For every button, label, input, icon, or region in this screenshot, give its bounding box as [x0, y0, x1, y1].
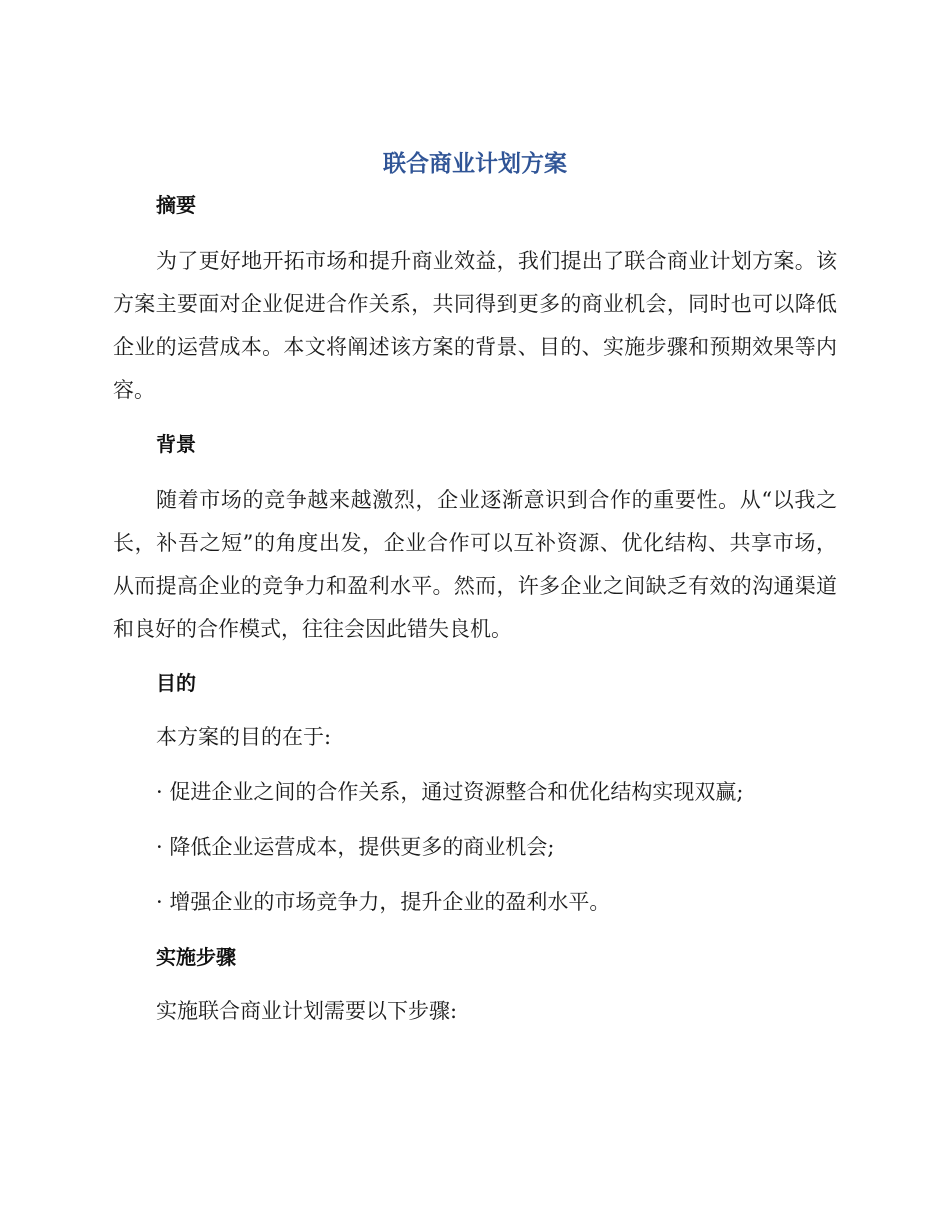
- implementation-heading: 实施步骤: [156, 945, 236, 969]
- summary-paragraph: 为了更好地开拓市场和提升商业效益，我们提出了联合商业计划方案。该方案主要面对企业促进合作关系，共同得到更多的商业机会，同时也可以降低企业的运营成本。本文将阐述该方案的背景、目的、实施步骤和预期效果等内容。: [113, 249, 837, 402]
- purpose-heading: 目的: [156, 671, 196, 695]
- implementation-intro: 实施联合商业计划需要以下步骤:: [156, 999, 458, 1023]
- summary-heading: 摘要: [156, 193, 196, 217]
- background-heading: 背景: [156, 432, 196, 456]
- background-paragraph: 随着市场的竞争越来越激烈，企业逐渐意识到合作的重要性。从“以我之长，补吾之短”的角度出发，企业合作可以互补资源、优化结构、共享市场，从而提高企业的竞争力和盈利水平。然而，许多企业之间缺乏有效的沟通渠道和良好的合作模式，往往会因此错失良机。: [113, 488, 837, 641]
- purpose-bullet-2: · 降低企业运营成本，提供更多的商业机会;: [156, 835, 555, 859]
- purpose-intro: 本方案的目的在于:: [156, 725, 332, 749]
- purpose-bullet-3: · 增强企业的市场竞争力，提升企业的盈利水平。: [156, 890, 611, 914]
- document-title: 联合商业计划方案: [383, 151, 567, 177]
- document-body: [113, 186, 837, 1047]
- purpose-bullet-1: · 促进企业之间的合作关系，通过资源整合和优化结构实现双赢;: [156, 780, 744, 804]
